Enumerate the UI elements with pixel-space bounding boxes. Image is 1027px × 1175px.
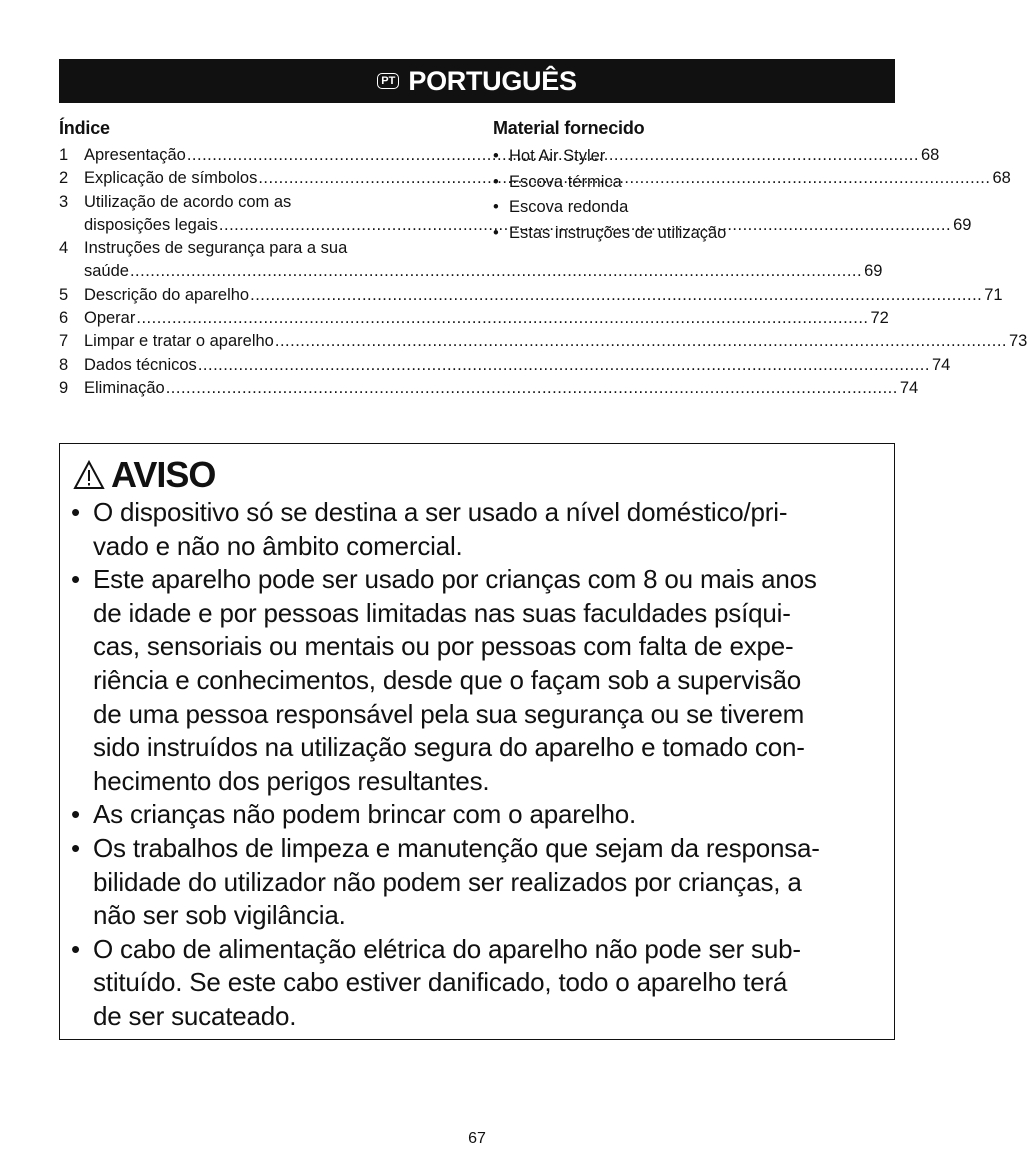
supplied-item <box>493 170 873 196</box>
supplied-list <box>493 144 873 246</box>
toc-entry-page: 69 <box>953 215 972 234</box>
warning-box <box>59 443 895 1040</box>
toc-entry-page: 73 <box>1009 332 1027 351</box>
warning-item-text: Este aparelho pode ser usado por crianças com 8 ou mais anos de idade e por pessoas limitadas nas suas faculdades psíqui- cas, sensoriais ou mentais ou por pessoas com falta de expe- riência e conhecimentos, desde que o façam sob a supervisão de uma pessoa responsável pela sua segurança ou se tiverem sido instruídos na utilização segura do aparelho e tomado con- hecimento dos perigos resultantes. <box>93 564 817 796</box>
toc-entry <box>59 237 883 284</box>
toc-dot-leader <box>198 354 930 377</box>
toc-entry-line <box>84 284 1003 307</box>
toc-entry-label: saúde <box>84 262 129 281</box>
toc-entry-number: 6 <box>59 309 69 328</box>
toc-entry-label: Operar <box>84 309 136 328</box>
warning-list <box>71 496 887 1034</box>
toc-entry-label: Utilização de acordo com as <box>84 192 292 211</box>
bullet-icon: • <box>71 832 80 863</box>
supplied-item-text: Estas instruções de utilização <box>509 223 727 242</box>
toc-entry-body <box>84 330 1027 353</box>
bullet-icon: • <box>493 198 499 216</box>
toc-entry-label: Descrição do aparelho <box>84 285 250 304</box>
toc-entry-number: 7 <box>59 332 69 351</box>
toc-entry-page: 68 <box>992 169 1011 188</box>
bullet-icon: • <box>71 799 80 830</box>
language-title: PORTUGUÊS <box>408 65 577 96</box>
language-code-badge: PT <box>377 73 399 89</box>
toc-entry-line <box>84 377 918 400</box>
toc-entry-label: Limpar e tratar o aparelho <box>84 332 274 351</box>
supplied-item <box>493 221 873 247</box>
toc-entry-label: Instruções de segurança para a sua <box>84 239 348 258</box>
toc-entry <box>59 377 919 400</box>
bullet-icon: • <box>493 172 499 191</box>
toc-entry-page: 71 <box>984 285 1003 304</box>
toc-entry-number: 8 <box>59 355 69 374</box>
supplied-item-text: Escova térmica <box>509 172 622 191</box>
warning-item-text: Os trabalhos de limpeza e manutenção que sejam da responsa- bilidade do utilizador não podem ser realizados por crianças, a não ser sob vigilância. <box>93 832 820 931</box>
toc-entry-body <box>84 377 918 400</box>
bullet-icon: • <box>71 564 80 595</box>
toc-entry-label: disposições legais <box>84 215 218 234</box>
toc-entry-number: 5 <box>59 285 69 304</box>
toc-entry <box>59 330 1027 353</box>
warning-title-text: AVISO <box>111 454 216 495</box>
supplied-item-text: Escova redonda <box>509 198 629 216</box>
toc-entry-line <box>84 330 1027 353</box>
supplied-heading: Material fornecido <box>493 118 645 138</box>
supplied-item-text: Hot Air Styler <box>509 147 606 165</box>
bullet-icon: • <box>71 933 80 964</box>
toc-entry-page: 72 <box>870 309 889 328</box>
toc-entry-body <box>84 354 950 377</box>
warning-item-text: O dispositivo só se destina a ser usado a nível doméstico/pri- vado e não no âmbito comercial. <box>93 497 788 561</box>
toc-dot-leader <box>166 377 898 400</box>
toc-entry-page: 69 <box>864 262 883 281</box>
warning-triangle-icon <box>73 460 105 490</box>
warning-item-text: O cabo de alimentação elétrica do aparelho não pode ser sub- stituído. Se este cabo estiver danificado, todo o aparelho terá de ser sucateado. <box>93 933 801 1031</box>
toc-entry-number: 4 <box>59 239 69 258</box>
page-number: 67 <box>468 1130 486 1147</box>
toc-entry-number: 1 <box>59 146 69 164</box>
toc-entry-line <box>84 307 889 330</box>
supplied-item <box>493 144 873 170</box>
supplied-item <box>493 195 873 221</box>
bullet-icon: • <box>493 147 499 165</box>
bullet-icon: • <box>71 497 80 527</box>
bullet-icon: • <box>493 223 499 242</box>
supplied-material <box>493 118 873 246</box>
toc-dot-leader <box>130 260 862 283</box>
toc-entry <box>59 307 889 330</box>
toc-dot-leader <box>250 284 982 307</box>
toc-entry-body <box>84 284 1003 307</box>
toc-entry-line <box>84 260 882 283</box>
toc-entry-page: 68 <box>920 146 940 164</box>
toc-entry-label: Eliminação <box>84 378 165 397</box>
toc-heading: Índice <box>59 118 110 138</box>
toc-entry-number: 9 <box>59 378 69 397</box>
toc-entry-label: Dados técnicos <box>84 355 197 374</box>
toc-dot-leader <box>275 330 1007 353</box>
warning-item <box>71 563 887 798</box>
toc-entry-label: Explicação de símbolos <box>84 169 258 188</box>
toc-entry-line <box>84 354 950 377</box>
toc-entry-page: 74 <box>899 378 919 397</box>
warning-item-text: As crianças não podem brincar com o aparelho. <box>93 799 637 830</box>
warning-item <box>71 832 887 933</box>
warning-item <box>71 798 887 832</box>
warning-item <box>71 496 887 563</box>
toc-entry-page: 74 <box>931 355 951 374</box>
toc-entry-body <box>84 307 889 330</box>
toc-entry <box>59 284 1003 307</box>
warning-item <box>71 933 887 1034</box>
warning-title <box>73 454 215 496</box>
toc-dot-leader <box>136 307 868 330</box>
toc-entry <box>59 354 951 377</box>
toc-entry-number: 2 <box>59 169 69 188</box>
language-header <box>59 59 895 103</box>
toc-entry-number: 3 <box>59 192 69 211</box>
toc-entry-label: Apresentação <box>84 146 186 164</box>
